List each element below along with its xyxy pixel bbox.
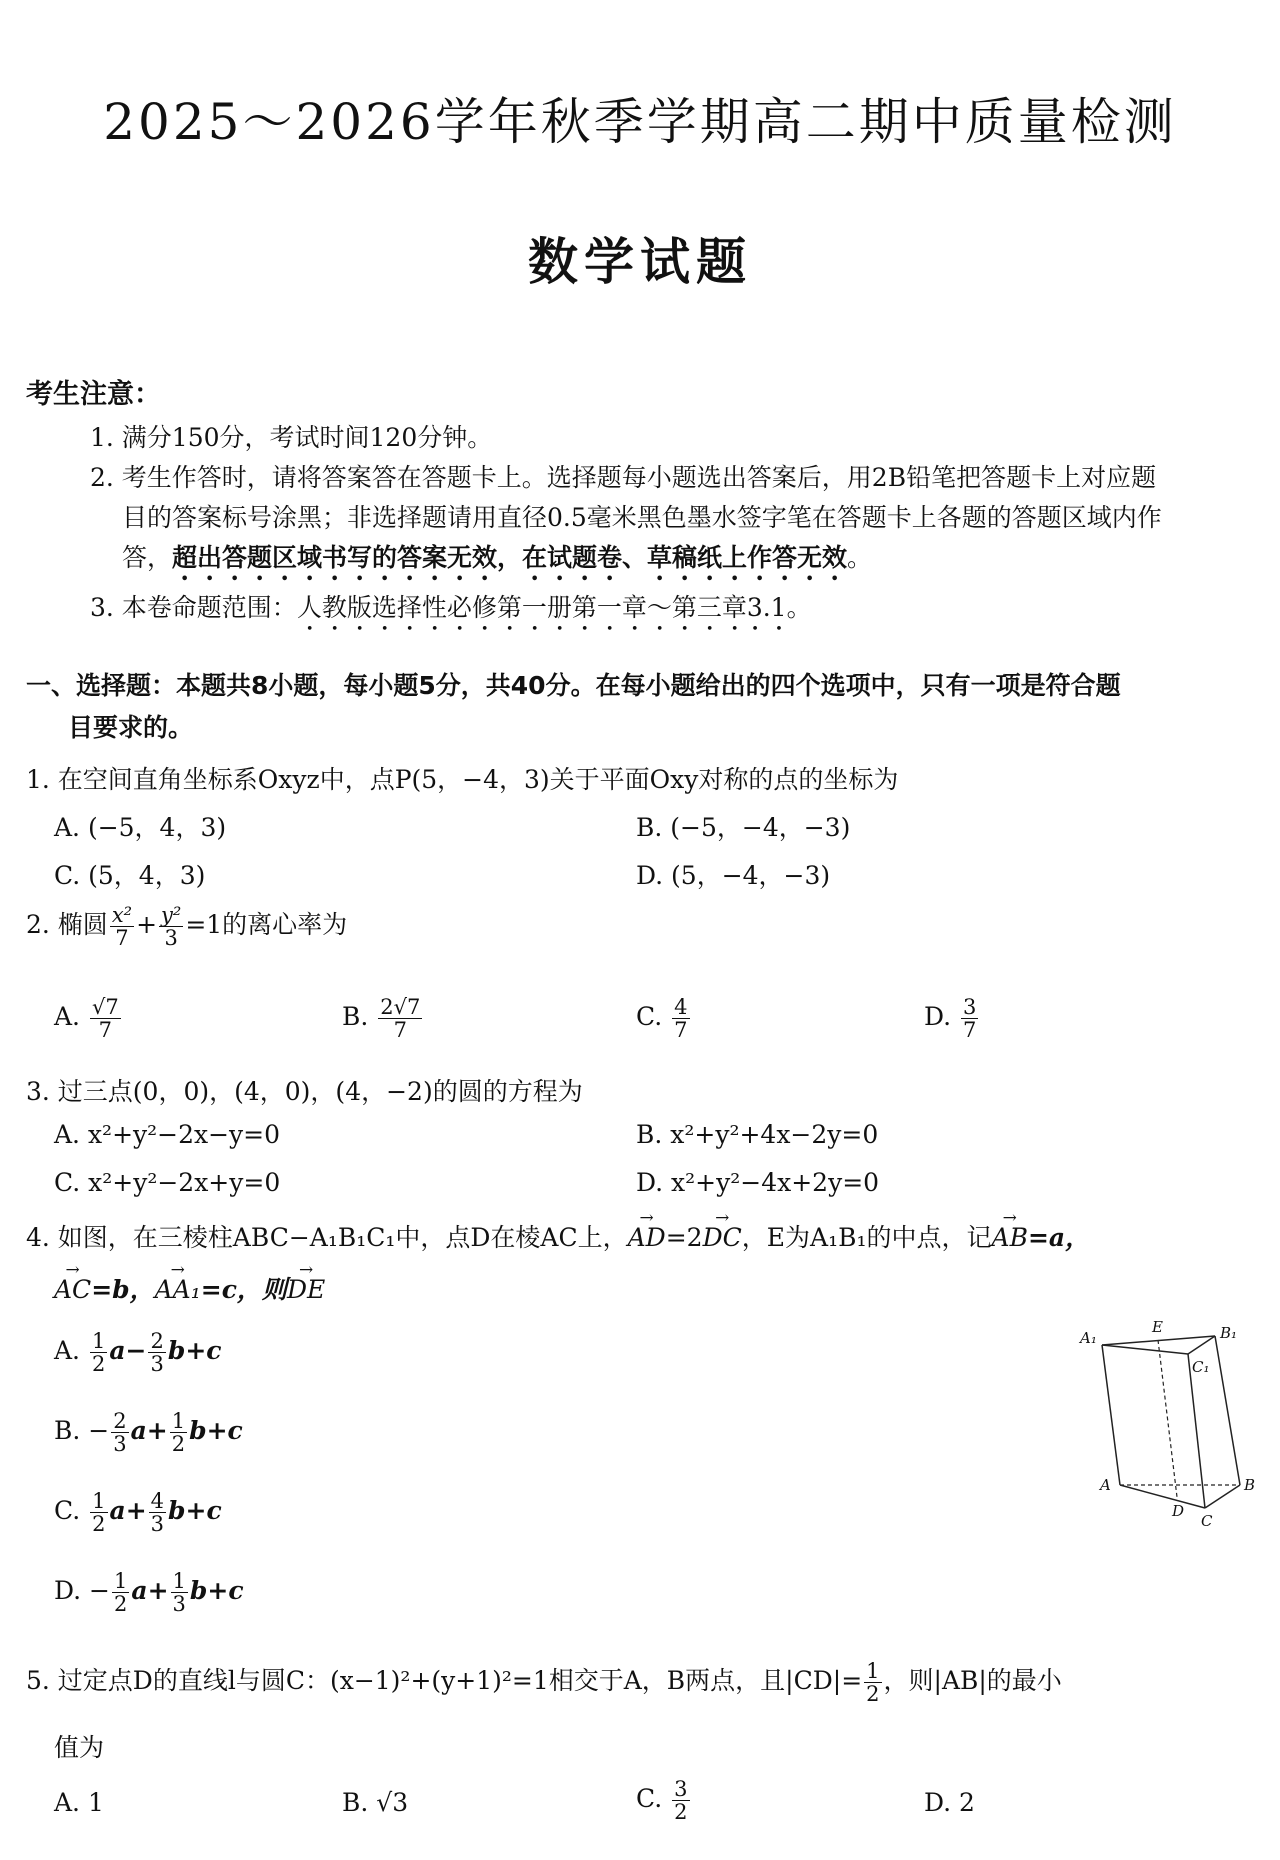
q2-option-d: [924, 996, 980, 1041]
edge-b1c1: [1188, 1336, 1215, 1354]
notice-text: 3. 本卷命题范围：: [90, 593, 297, 622]
option-label: A.: [54, 1002, 88, 1032]
denominator: 3: [113, 1432, 127, 1457]
notice-item-1: 1. 满分150分，考试时间120分钟。: [90, 423, 493, 452]
edge-aa1: [1102, 1345, 1120, 1485]
q1-stem: 1. 在空间直角坐标系Oxyz中，点P(5，−4，3)关于平面Oxy对称的点的坐标为: [26, 765, 899, 794]
q3-option-b: B. x²+y²+4x−2y=0: [636, 1120, 879, 1149]
numerator: 3: [963, 995, 977, 1019]
label-a1: A₁: [1080, 1329, 1097, 1347]
vector-ac: → AC: [54, 1275, 91, 1304]
q5-text: 5. 过定点D的直线l与圆C：(x−1)²+(y+1)²=1相交于A，B两点，且|CD|=: [26, 1666, 863, 1696]
numerator: √7: [91, 995, 119, 1019]
q4-text: =c，则: [200, 1275, 287, 1304]
denominator: 7: [393, 1018, 407, 1043]
prism-figure: [1070, 1310, 1270, 1540]
denominator: 2: [91, 1352, 106, 1377]
numerator: 2: [113, 1409, 127, 1433]
option-text: b+c: [189, 1416, 243, 1446]
section-heading-line-1: 一、选择题：本题共8小题，每小题5分，共40分。在每小题给出的四个选项中，只有一项是符合题: [26, 671, 1121, 700]
vector-aa1: → AA₁: [155, 1275, 201, 1304]
q4-option-d: [54, 1570, 244, 1615]
option-label: D. −: [54, 1576, 110, 1606]
numerator: 1: [866, 1659, 880, 1683]
numerator: 4: [674, 995, 688, 1019]
page-subtitle: 数学试题: [528, 233, 752, 291]
option-text: a+: [130, 1416, 168, 1446]
notice-emphasis: 超出答题区域书写的答案无效，在试题卷、草稿纸上作答无效: [172, 543, 848, 572]
notice-item-2-line-3: [122, 538, 872, 587]
q1-option-c: C. (5，4，3): [54, 861, 206, 890]
notice-item-3: [90, 588, 812, 637]
denominator: 3: [150, 1352, 164, 1377]
denominator: 3: [164, 926, 178, 951]
label-c1: C₁: [1192, 1358, 1210, 1376]
label-d: D: [1172, 1502, 1185, 1520]
notice-text: 。: [786, 593, 812, 622]
numerator: 3: [674, 1777, 688, 1801]
notice-text: 答，: [122, 543, 173, 572]
denominator: 2: [866, 1682, 880, 1707]
label-b1: B₁: [1220, 1324, 1238, 1342]
q1-option-b: B. (−5，−4，−3): [636, 813, 851, 842]
numerator: 2: [150, 1329, 164, 1353]
notice-text: 。: [847, 543, 873, 572]
q5-text: ，则|AB|的最小: [883, 1666, 1062, 1696]
option-text: a−: [109, 1336, 147, 1366]
q5-option-a: A. 1: [54, 1788, 104, 1817]
option-label: C.: [636, 1002, 671, 1032]
notice-item-2-line-1: 2. 考生作答时，请将答案答在答题卡上。选择题每小题选出答案后，用2B铅笔把答题卡上对应题: [90, 463, 1157, 492]
vector-dc: → DC: [703, 1223, 742, 1252]
denominator: 2: [92, 1512, 106, 1537]
q2-suffix: =1的离心率为: [185, 910, 348, 940]
q5-option-d: D. 2: [924, 1788, 975, 1817]
option-text: b+c: [189, 1576, 244, 1606]
q5-option-c: [636, 1778, 692, 1823]
q1-option-a: A. (−5，4，3): [54, 813, 227, 842]
denominator: 3: [172, 1592, 186, 1617]
fraction: [864, 1660, 881, 1705]
denominator: 2: [674, 1800, 688, 1825]
q3-option-a: A. x²+y²−2x−y=0: [54, 1120, 281, 1149]
numerator: y²: [161, 903, 182, 927]
numerator: 2√7: [380, 995, 421, 1019]
option-label: C.: [54, 1496, 89, 1526]
fraction: [672, 1778, 689, 1823]
option-text: b+c: [167, 1336, 222, 1366]
q4-stem-line-2: [54, 1270, 325, 1306]
numerator: 1: [92, 1489, 106, 1513]
vector-ab: → AB: [992, 1223, 1028, 1252]
q4-stem-line-1: [26, 1218, 1090, 1254]
fraction: [170, 1410, 187, 1455]
vector-de: → DE: [287, 1275, 325, 1304]
q4-text: =a，: [1027, 1223, 1091, 1252]
fraction: [110, 904, 134, 949]
option-label: B. −: [54, 1416, 110, 1446]
q3-option-c: C. x²+y²−2x+y=0: [54, 1168, 281, 1197]
q4-text: =b，: [91, 1275, 155, 1304]
q4-text: 4. 如图，在三棱柱ABC−A₁B₁C₁中，点D在棱AC上，: [26, 1223, 628, 1252]
q4-text: ，E为A₁B₁的中点，记: [741, 1223, 992, 1252]
notice-emphasis: 人教版选择性必修第一册第一章～第三章3.1: [296, 593, 787, 622]
denominator: 7: [115, 926, 129, 951]
option-text: a+: [131, 1576, 169, 1606]
page-title: 2025～2026学年秋季学期高二期中质量检测: [103, 93, 1177, 151]
option-label: B.: [342, 1002, 377, 1032]
fraction: [112, 1570, 129, 1615]
edge-ac: [1120, 1485, 1205, 1508]
q3-option-d: D. x²+y²−4x+2y=0: [636, 1168, 880, 1197]
denominator: 2: [114, 1592, 128, 1617]
fraction: [90, 996, 121, 1041]
fraction: [961, 996, 978, 1041]
q2-option-c: [636, 996, 692, 1041]
fraction: [378, 996, 422, 1041]
vector-ad: → AD: [628, 1223, 666, 1252]
fraction: [111, 1410, 128, 1455]
denominator: 7: [98, 1018, 113, 1043]
edge-bb1: [1215, 1336, 1240, 1485]
option-label: D.: [924, 1002, 960, 1032]
label-e: E: [1152, 1318, 1163, 1336]
q4-option-b: [54, 1410, 243, 1455]
option-label: A.: [54, 1336, 88, 1366]
denominator: 7: [963, 1018, 977, 1043]
q2-option-a: [54, 996, 123, 1041]
fraction: [149, 1490, 166, 1535]
label-b: B: [1244, 1476, 1256, 1494]
numerator: 1: [172, 1569, 186, 1593]
numerator: x²: [111, 903, 133, 927]
fraction: [90, 1490, 107, 1535]
denominator: 3: [150, 1512, 165, 1537]
denominator: 2: [171, 1432, 186, 1457]
q5-stem-line-1: [26, 1660, 1062, 1705]
q2-prefix: 2. 椭圆: [26, 910, 108, 940]
fraction: [171, 1570, 188, 1615]
notice-heading: 考生注意：: [26, 379, 161, 410]
numerator: 1: [114, 1569, 128, 1593]
q5-stem-line-2: 值为: [54, 1733, 105, 1762]
q3-stem: 3. 过三点(0，0)，(4，0)，(4，−2)的圆的方程为: [26, 1077, 583, 1106]
edge-a1c1: [1102, 1345, 1188, 1354]
q2-option-b: [342, 996, 424, 1041]
fraction: [148, 1330, 165, 1375]
numerator: 1: [171, 1409, 186, 1433]
denominator: 7: [674, 1018, 688, 1043]
q1-option-d: D. (5，−4，−3): [636, 861, 831, 890]
option-text: a+: [109, 1496, 147, 1526]
numerator: 1: [91, 1329, 106, 1353]
fraction: [159, 904, 183, 949]
fraction: [672, 996, 689, 1041]
section-heading-line-2: 目要求的。: [68, 713, 194, 742]
label-a: A: [1100, 1476, 1111, 1494]
option-text: b+c: [168, 1496, 222, 1526]
edge-bc: [1205, 1485, 1240, 1508]
notice-item-2-line-2: 目的答案标号涂黑；非选择题请用直径0.5毫米黑色墨水签字笔在答题卡上各题的答题区域内作: [122, 503, 1162, 532]
segment-de-hidden: [1158, 1340, 1177, 1497]
label-c: C: [1201, 1512, 1213, 1530]
numerator: 4: [150, 1489, 165, 1513]
q4-text: =2: [665, 1223, 703, 1252]
q5-option-b: B. √3: [342, 1788, 409, 1817]
q4-option-c: [54, 1490, 222, 1535]
fraction: [90, 1330, 107, 1375]
option-label: C.: [636, 1784, 671, 1814]
q4-option-a: [54, 1330, 222, 1375]
q2-stem: 2. 椭圆 $\frac{\text{x²}}{7}$ + $\frac{\text{y²}}{3}$ =1的离心率为: [26, 903, 348, 951]
